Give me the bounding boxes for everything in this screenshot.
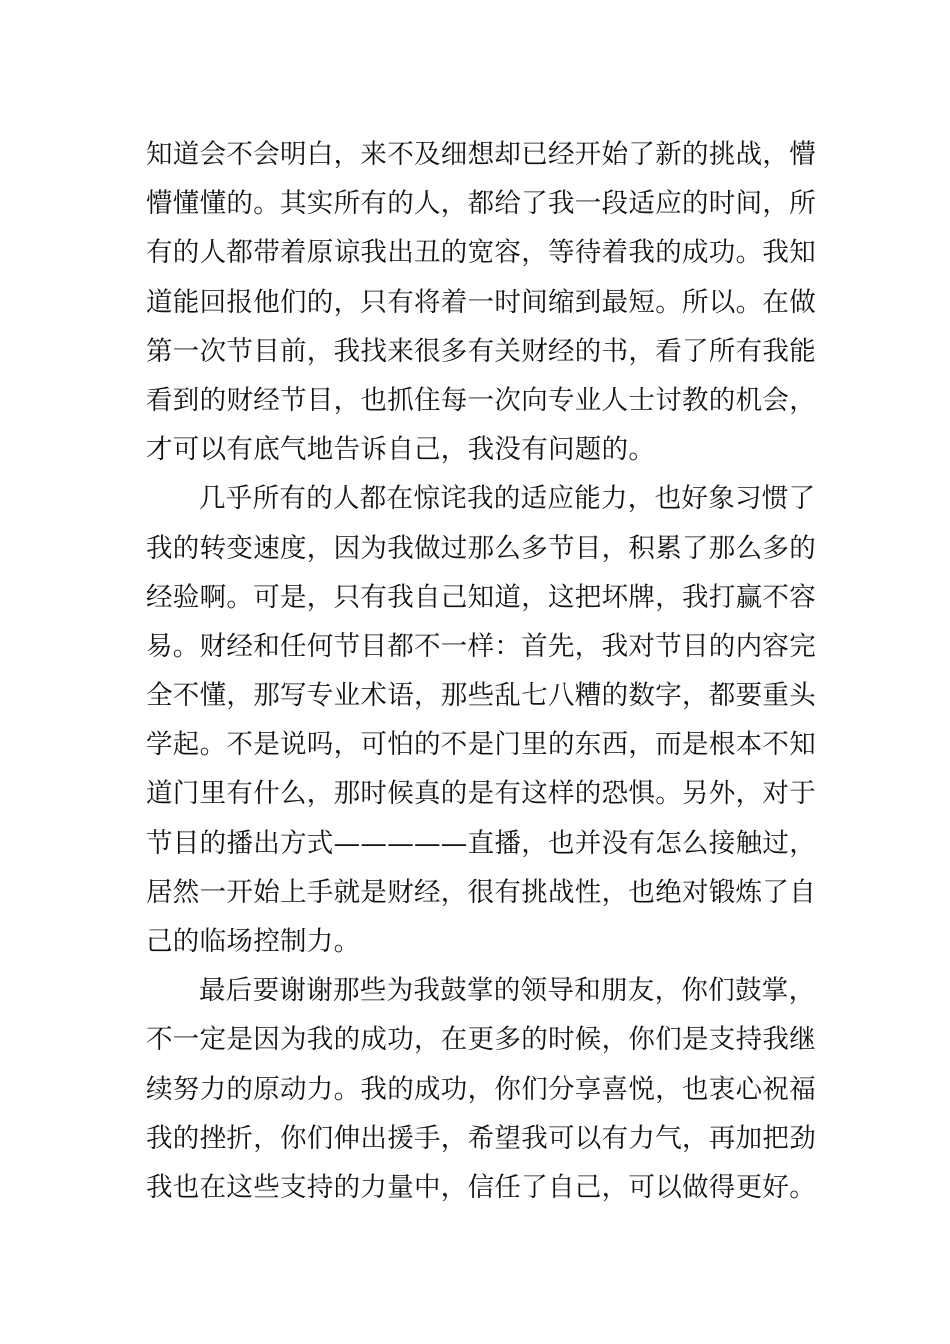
text-line: 我也在这些支持的力量中，信任了自己，可以做得更好。 [146,1171,816,1203]
text-line: 第一次节目前，我找来很多有关财经的书，看了所有我能 [146,335,816,367]
text-line: 续努力的原动力。我的成功，你们分享喜悦，也衷心祝福 [146,1073,816,1105]
text-line: 道能回报他们的，只有将着一时间缩到最短。所以。在做 [146,286,816,318]
text-line: 我的转变速度，因为我做过那么多节目，积累了那么多的 [146,532,816,564]
text-line: 知道会不会明白，来不及细想却已经开始了新的挑战，懵 [146,139,816,170]
text-line: 最后要谢谢那些为我鼓掌的领导和朋友，你们鼓掌， [199,975,816,1007]
text-line: 道门里有什么，那时候真的是有这样的恐惧。另外，对于 [146,778,816,810]
text-line: 居然一开始上手就是财经，很有挑战性，也绝对锻炼了自 [146,876,816,908]
text-line: 全不懂，那写专业术语，那些乱七八糟的数字，都要重头 [146,680,816,712]
text-line: 易。财经和任何节目都不一样：首先，我对节目的内容完 [146,630,816,662]
text-line: 节目的播出方式—————直播，也并没有怎么接触过， [146,827,816,859]
document-body [146,130,816,1212]
text-line: 学起。不是说吗，可怕的不是门里的东西，而是根本不知 [146,729,816,761]
text-line: 几乎所有的人都在惊诧我的适应能力，也好象习惯了 [199,483,816,515]
text-line: 才可以有底气地告诉自己，我没有问题的。 [146,434,656,466]
text-line: 不一定是因为我的成功，在更多的时候，你们是支持我继 [146,1024,816,1056]
text-line: 经验啊。可是，只有我自己知道，这把坏牌，我打赢不容 [146,581,816,613]
text-line: 己的临场控制力。 [146,926,361,957]
text-line: 有的人都带着原谅我出丑的宽容，等待着我的成功。我知 [146,237,816,269]
text-line: 看到的财经节目，也抓住每一次向专业人士讨教的机会， [146,384,816,416]
text-line: 懵懂懂的。其实所有的人，都给了我一段适应的时间，所 [146,188,816,220]
text-line: 我的挫折，你们伸出援手，希望我可以有力气，再加把劲 [146,1122,816,1154]
